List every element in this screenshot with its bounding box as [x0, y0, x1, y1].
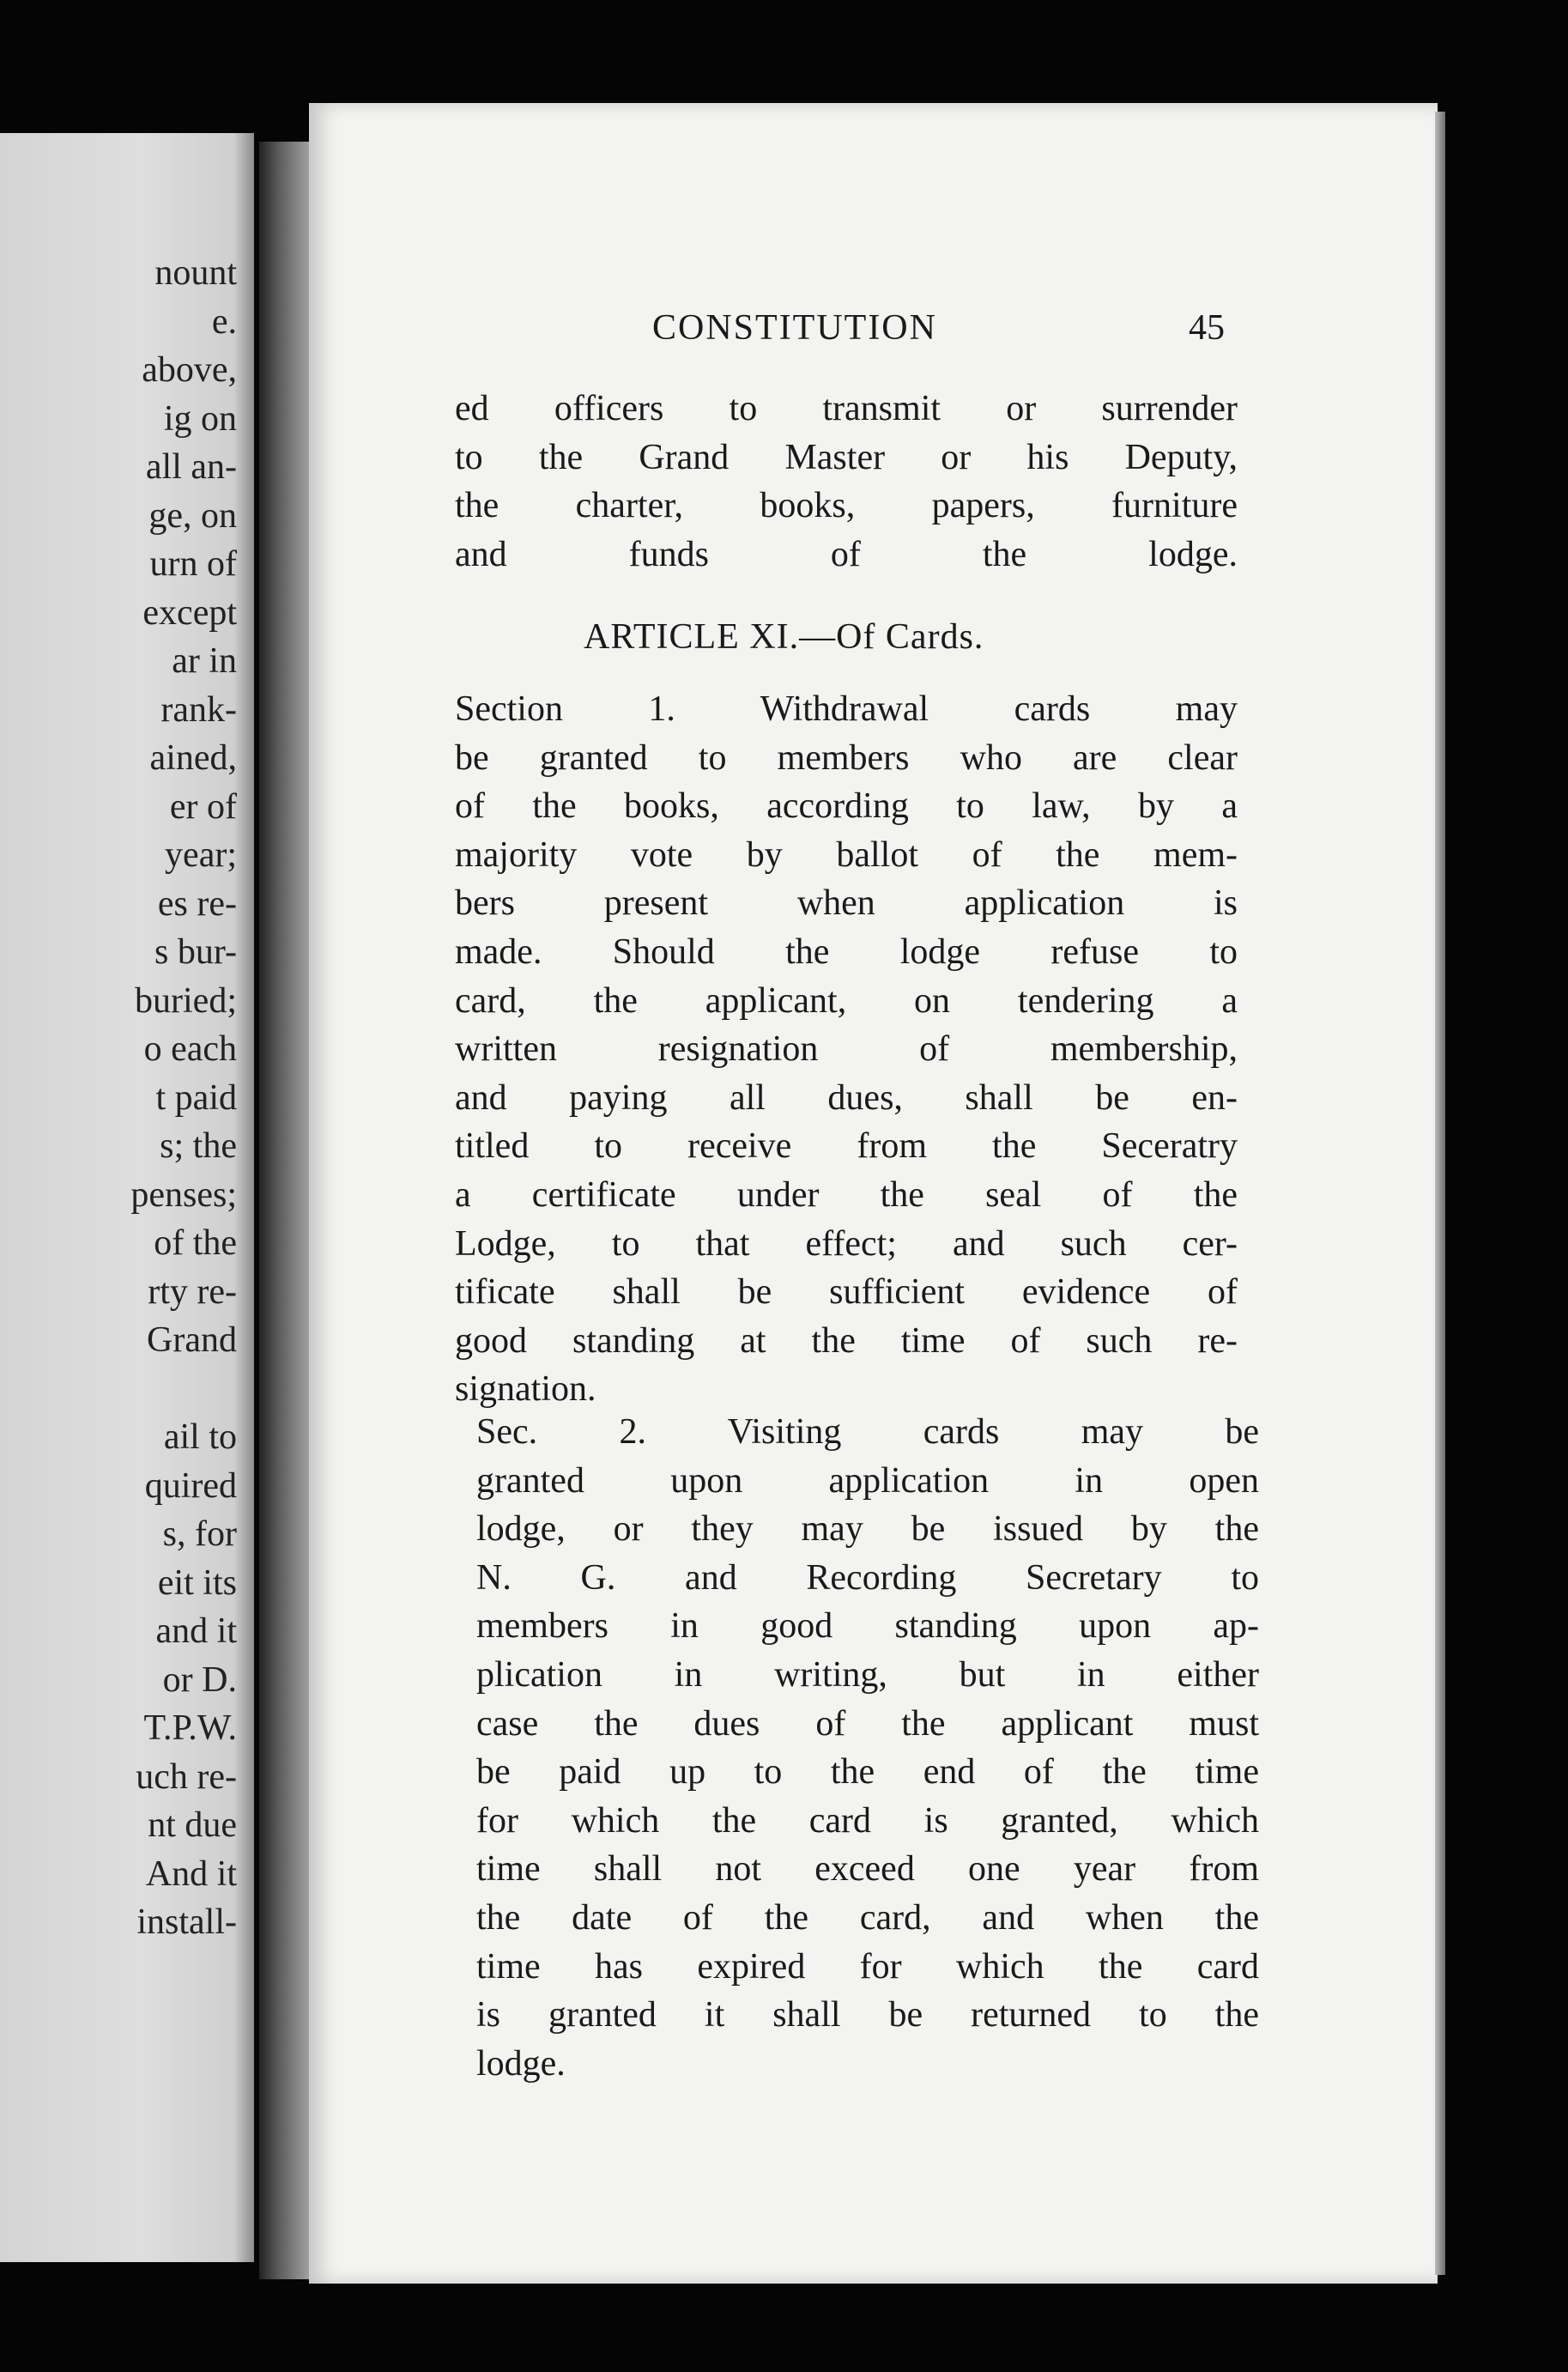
- left-page-line: urn of: [149, 544, 237, 584]
- text-line: ed officers to transmit or surrender: [455, 389, 1238, 428]
- left-page-line: Grand: [147, 1320, 237, 1360]
- left-page-line: es re-: [157, 883, 237, 924]
- text-line: majority vote by ballot of the mem-: [455, 834, 1238, 875]
- left-page-line: buried;: [135, 980, 237, 1021]
- left-page-line: uch re-: [136, 1756, 237, 1797]
- text-line: to the Grand Master or his Deputy,: [455, 437, 1238, 477]
- text-line: case the dues of the applicant must: [476, 1703, 1259, 1744]
- left-page-line: except: [142, 592, 237, 633]
- left-page-line: or D.: [162, 1659, 237, 1700]
- left-page-line: ig on: [163, 398, 237, 439]
- left-page-line: T.P.W.: [143, 1708, 237, 1748]
- text-line: a certificate under the seal of the: [455, 1174, 1238, 1215]
- text-line: N. G. and Recording Secretary to: [476, 1557, 1259, 1598]
- text-line: Sec. 2. Visiting cards may be: [476, 1412, 1259, 1452]
- left-page-line: eit its: [157, 1562, 237, 1603]
- left-page-line: nount: [154, 253, 237, 293]
- text-line: made. Should the lodge refuse to: [455, 931, 1238, 972]
- left-page-line: ail to: [163, 1417, 237, 1457]
- left-page: [0, 133, 254, 2262]
- text-line: be paid up to the end of the time: [476, 1752, 1259, 1793]
- text-line: titled to receive from the Seceratry: [455, 1126, 1238, 1167]
- left-page-line: penses;: [130, 1174, 237, 1215]
- text-line: for which the card is granted, which: [476, 1800, 1259, 1841]
- left-page-line: rank-: [160, 689, 237, 730]
- left-page-line: t paid: [155, 1077, 237, 1118]
- text-line: of the books, according to law, by a: [455, 786, 1238, 827]
- text-line: Section 1. Withdrawal cards may: [455, 689, 1238, 729]
- text-line: and funds of the lodge.: [455, 534, 1238, 574]
- left-page-line: nt due: [148, 1805, 237, 1845]
- page-edge: [1435, 112, 1445, 2275]
- text-line: signation.: [455, 1369, 596, 1410]
- text-line: lodge, or they may be issued by the: [476, 1509, 1259, 1550]
- text-line: granted upon application in open: [476, 1460, 1259, 1501]
- text-line: the date of the card, and when the: [476, 1897, 1259, 1938]
- left-page-line: s, for: [162, 1514, 237, 1554]
- left-page-line: install-: [136, 1902, 237, 1942]
- text-line: lodge.: [476, 2043, 566, 2084]
- left-page-line: ge, on: [148, 495, 237, 536]
- left-page-line: above,: [142, 350, 237, 390]
- text-line: card, the applicant, on tendering a: [455, 980, 1238, 1021]
- left-page-line: year;: [165, 835, 237, 875]
- text-line: Lodge, to that effect; and such cer-: [455, 1223, 1238, 1264]
- section-1-paragraph: [455, 685, 1238, 1414]
- article-heading: ARTICLE XI.—Of Cards.: [584, 617, 984, 657]
- left-page-line: ained,: [149, 738, 237, 778]
- text-line: tificate shall be sufficient evidence of: [455, 1272, 1238, 1313]
- left-page-line: er of: [169, 786, 237, 827]
- left-page-line: s bur-: [154, 932, 237, 972]
- text-line: good standing at the time of such re-: [455, 1320, 1238, 1361]
- left-page-line: ar in: [172, 641, 237, 681]
- left-page-line: s; the: [160, 1126, 237, 1166]
- text-line: and paying all dues, shall be en-: [455, 1077, 1238, 1118]
- text-line: time has expired for which the card: [476, 1946, 1259, 1987]
- text-line: time shall not exceed one year from: [476, 1849, 1259, 1890]
- text-line: written resignation of membership,: [455, 1029, 1238, 1070]
- text-line: is granted it shall be returned to the: [476, 1995, 1259, 2035]
- section-2-paragraph: [476, 1408, 1259, 2088]
- running-header: CONSTITUTION: [652, 308, 937, 348]
- text-line: plication in writing, but in either: [476, 1654, 1259, 1695]
- page-number: 45: [1189, 308, 1225, 348]
- left-page-line: And it: [145, 1853, 237, 1894]
- opening-paragraph: [455, 385, 1238, 579]
- left-page-line: of the: [154, 1223, 237, 1263]
- left-page-line: e.: [211, 301, 237, 342]
- left-page-line: quired: [144, 1465, 237, 1506]
- text-line: the charter, books, papers, furniture: [455, 486, 1238, 526]
- left-page-line: o each: [143, 1029, 237, 1069]
- text-line: be granted to members who are clear: [455, 737, 1238, 778]
- left-page-line: and it: [155, 1611, 237, 1651]
- left-page-line: all an-: [145, 447, 237, 487]
- text-line: members in good standing upon ap-: [476, 1606, 1259, 1647]
- left-page-line: rty re-: [148, 1271, 237, 1312]
- text-line: bers present when application is: [455, 883, 1238, 924]
